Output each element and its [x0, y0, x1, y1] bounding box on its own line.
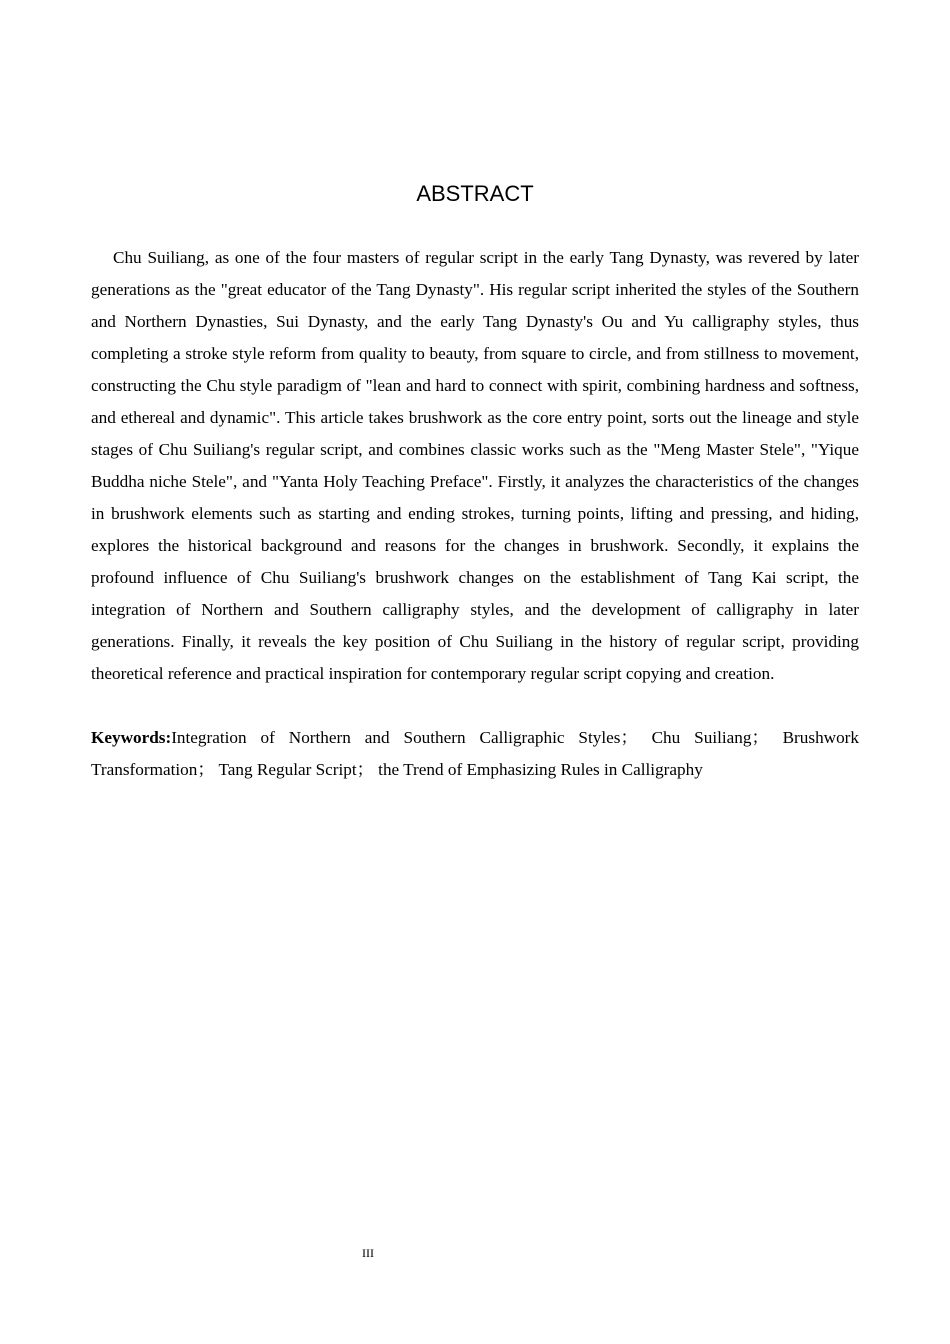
page-number: III — [362, 1246, 374, 1260]
keyword-separator: ； — [197, 760, 219, 779]
keyword-item: the Trend of Emphasizing Rules in Calligraphy — [378, 760, 703, 779]
keyword-separator: ； — [356, 760, 379, 779]
keyword-item: Integration of Northern and Southern Calligraphic Styles — [171, 728, 621, 747]
keyword-item: Chu Suiliang — [651, 728, 752, 747]
keyword-separator: ； — [751, 728, 783, 747]
abstract-body: Chu Suiliang, as one of the four masters of regular script in the early Tang Dynasty, was revered by later generations as the "great educator of the Tang Dynasty". His regular script inherited the styles of the Southern and Northern Dynasties, Sui Dynasty, and the early Tang Dynasty's Ou and Yu calligraphy styles, thus completing a stroke style reform from quality to beauty, from square to circle, and from stillness to movement, constructing the Chu style paradigm of "lean and hard to connect with spirit, combining hardness and softness, and ethereal and dynamic". This article takes brushwork as the core entry point, sorts out the lineage and style stages of Chu Suiliang's regular script, and combines classic works such as the "Meng Master Stele", "Yique Buddha niche Stele", and "Yanta Holy Teaching Preface". Firstly, it analyzes the characteristics of the changes in brushwork elements such as starting and ending strokes, turning points, lifting and pressing, and hiding, explores the historical background and reasons for the changes in brushwork. Secondly, it explains the profound influence of Chu Suiliang's brushwork changes on the establishment of Tang Kai script, the integration of Northern and Southern calligraphy styles, and the development of calligraphy in later generations. Finally, it reveals the key position of Chu Suiliang in the history of regular script, providing theoretical reference and practical inspiration for contemporary regular script copying and creation. — [91, 248, 859, 683]
keyword-item: Brushwork Transformation — [91, 728, 859, 779]
keyword-separator: ； — [620, 728, 652, 747]
keywords-paragraph — [91, 722, 859, 786]
keyword-item: Tang Regular Script — [218, 760, 357, 779]
abstract-title: ABSTRACT — [416, 181, 534, 206]
keywords-label: Keywords: — [91, 728, 172, 747]
